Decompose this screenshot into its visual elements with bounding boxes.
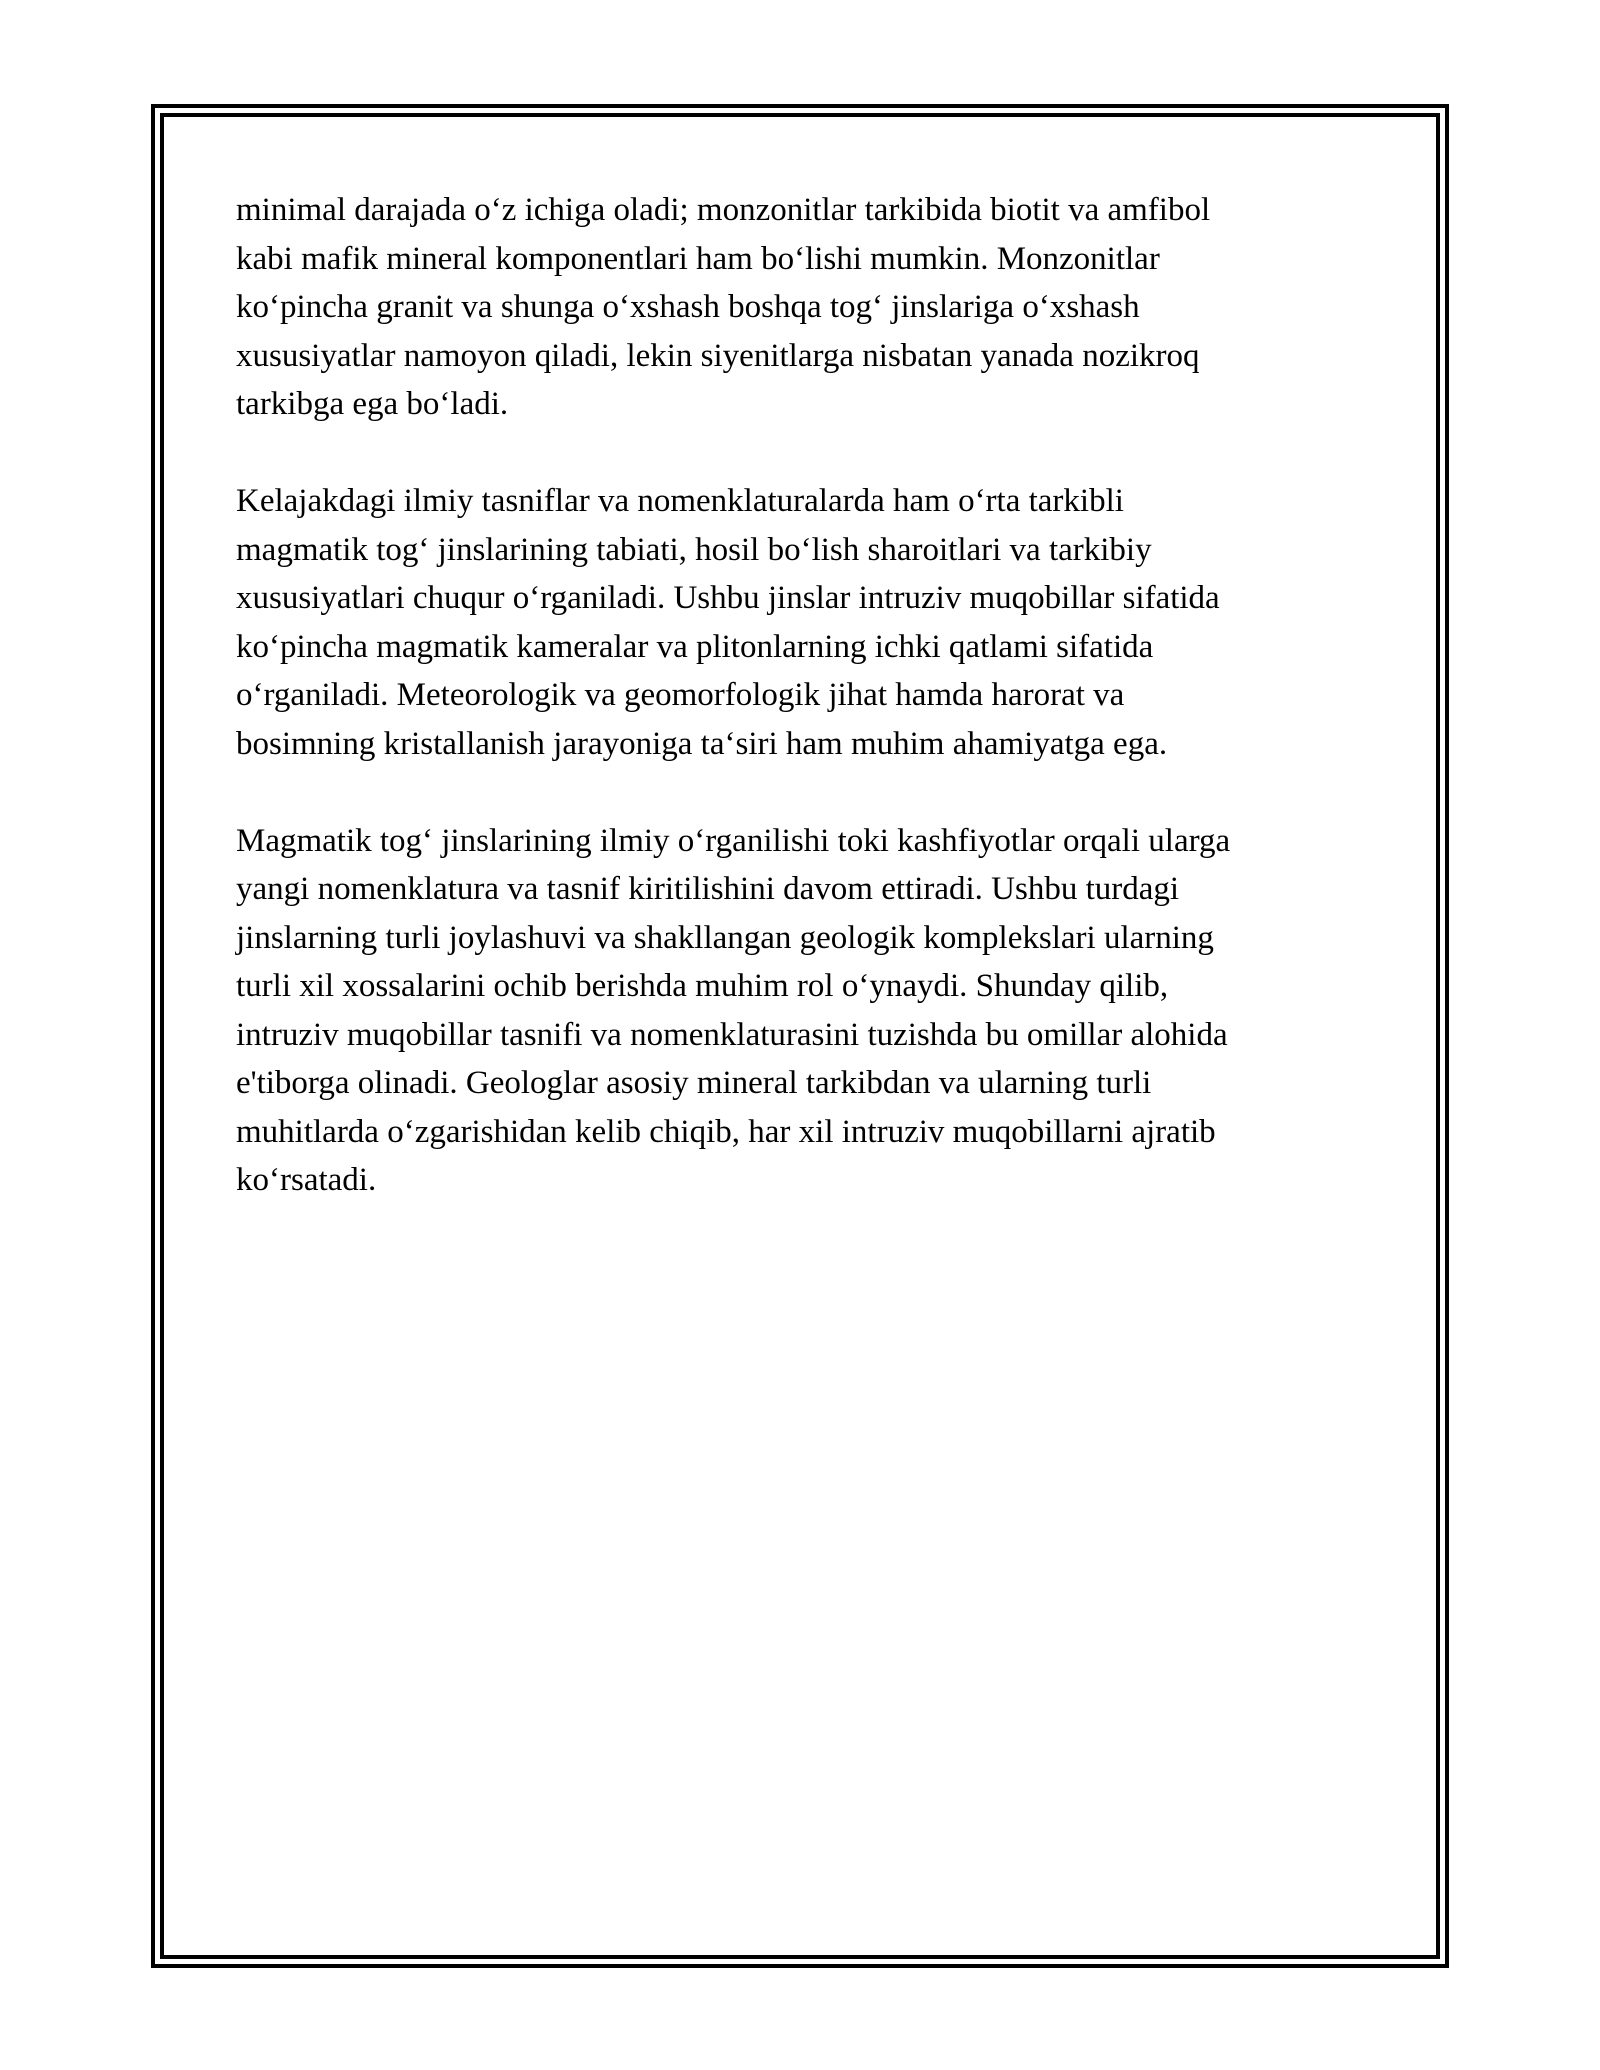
- text-line: ko‘pincha granit va shunga o‘xshash boshqa tog‘ jinslariga o‘xshash: [236, 289, 1140, 325]
- paragraph-2: [236, 477, 1376, 768]
- paragraph-spacer: [236, 429, 1376, 478]
- text-line: Kelajakdagi ilmiy tasniflar va nomenklaturalarda ham o‘rta tarkibli: [236, 483, 1124, 519]
- document-body: [236, 186, 1376, 1205]
- text-line: turli xil xossalarini ochib berishda muhim rol o‘ynaydi. Shunday qilib,: [236, 968, 1169, 1004]
- text-line: xususiyatlar namoyon qiladi, lekin siyenitlarga nisbatan yanada nozikroq: [236, 337, 1200, 374]
- text-line: xususiyatlari chuqur o‘rganiladi. Ushbu jinslar intruziv muqobillar sifatida: [236, 580, 1220, 616]
- text-line: yangi nomenklatura va tasnif kiritilishini davom ettiradi. Ushbu turdagi: [236, 871, 1180, 907]
- text-line: bosimning kristallanish jarayoniga ta‘siri ham muhim ahamiyatga ega.: [236, 725, 1168, 762]
- paragraph-spacer: [236, 768, 1376, 817]
- paragraph-1: [236, 186, 1376, 429]
- text-line: intruziv muqobillar tasnifi va nomenklaturasini tuzishda bu omillar alohida: [236, 1016, 1228, 1053]
- text-line: muhitlarda o‘zgarishidan kelib chiqib, har xil intruziv muqobillarni ajratib: [236, 1113, 1216, 1150]
- text-line: e'tiborga olinadi. Geologlar asosiy mineral tarkibdan va ularning turli: [236, 1065, 1152, 1101]
- text-line: tarkibga ega bo‘ladi.: [236, 386, 509, 422]
- text-line: jinslarning turli joylashuvi va shakllangan geologik komplekslari ularning: [236, 919, 1214, 956]
- text-line: ko‘pincha magmatik kameralar va plitonlarning ichki qatlami sifatida: [236, 628, 1154, 665]
- text-line: Magmatik tog‘ jinslarining ilmiy o‘rganilishi toki kashfiyotlar orqali ularga: [236, 822, 1231, 859]
- text-line: magmatik tog‘ jinslarining tabiati, hosil bo‘lish sharoitlari va tarkibiy: [236, 531, 1152, 568]
- text-line: o‘rganiladi. Meteorologik va geomorfologik jihat hamda harorat va: [236, 677, 1125, 713]
- text-line: minimal darajada o‘z ichiga oladi; monzonitlar tarkibida biotit va amfibol: [236, 192, 1211, 228]
- text-line: kabi mafik mineral komponentlari ham bo‘lishi mumkin. Monzonitlar: [236, 240, 1160, 277]
- text-line: ko‘rsatadi.: [236, 1162, 377, 1198]
- paragraph-3: [236, 817, 1376, 1205]
